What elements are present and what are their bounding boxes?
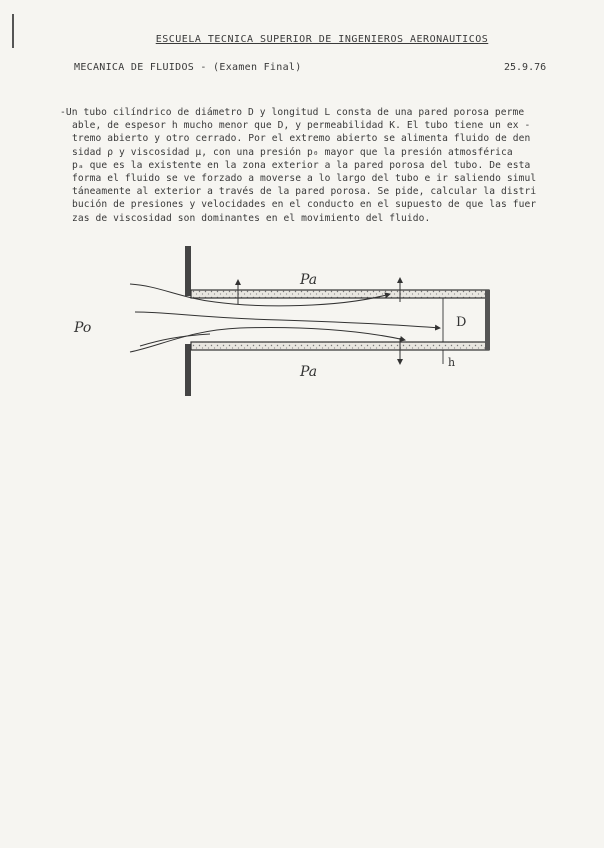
closed-end <box>485 290 490 350</box>
porous-wall-bottom <box>191 342 489 350</box>
label-h: h <box>448 356 456 369</box>
label-p0: Po <box>74 320 92 336</box>
problem-line: sidad ρ y viscosidad μ, con una presión p₀ mayor que la presión atmosférica <box>72 146 513 158</box>
label-pa-top: Pa <box>300 272 318 288</box>
problem-statement <box>60 106 585 225</box>
problem-line: bución de presiones y velocidades en el conducto en el supuesto de que las fuer <box>72 199 537 211</box>
problem-line: able, de espesor h mucho menor que D, y permeabilidad K. El tubo tiene un ex - <box>72 120 531 132</box>
school-heading: ESCUELA TECNICA SUPERIOR DE INGENIEROS AERONAUTICOS <box>155 34 489 45</box>
exam-subject: MECANICA DE FLUIDOS - (Examen Final) <box>74 62 302 73</box>
inlet-wall-bottom <box>185 344 191 396</box>
label-pa-bottom: Pa <box>300 364 318 380</box>
problem-line: zas de viscosidad son dominantes en el movimiento del fluido. <box>72 212 431 224</box>
problem-line: forma el fluido se ve forzado a moverse a lo largo del tubo e ir saliendo simul <box>72 173 537 185</box>
porous-wall-top <box>191 290 489 298</box>
label-D: D <box>456 315 467 330</box>
problem-line: pₐ que es la existente en la zona exterior a la pared porosa del tubo. De esta <box>72 159 531 171</box>
problem-line: tremo abierto y otro cerrado. Por el extremo abierto se alimenta fluido de den <box>72 133 531 145</box>
problem-line: táneamente al exterior a través de la pared porosa. Se pide, calcular la distri <box>72 186 537 198</box>
exam-date: 25.9.76 <box>504 62 547 73</box>
inlet-wall-top <box>185 246 191 296</box>
porous-tube-diagram <box>60 236 500 410</box>
problem-line: -Un tubo cilíndrico de diámetro D y longitud L consta de una pared porosa perme <box>60 107 525 118</box>
streamline-middle <box>135 312 440 328</box>
diagram-svg <box>60 236 500 406</box>
